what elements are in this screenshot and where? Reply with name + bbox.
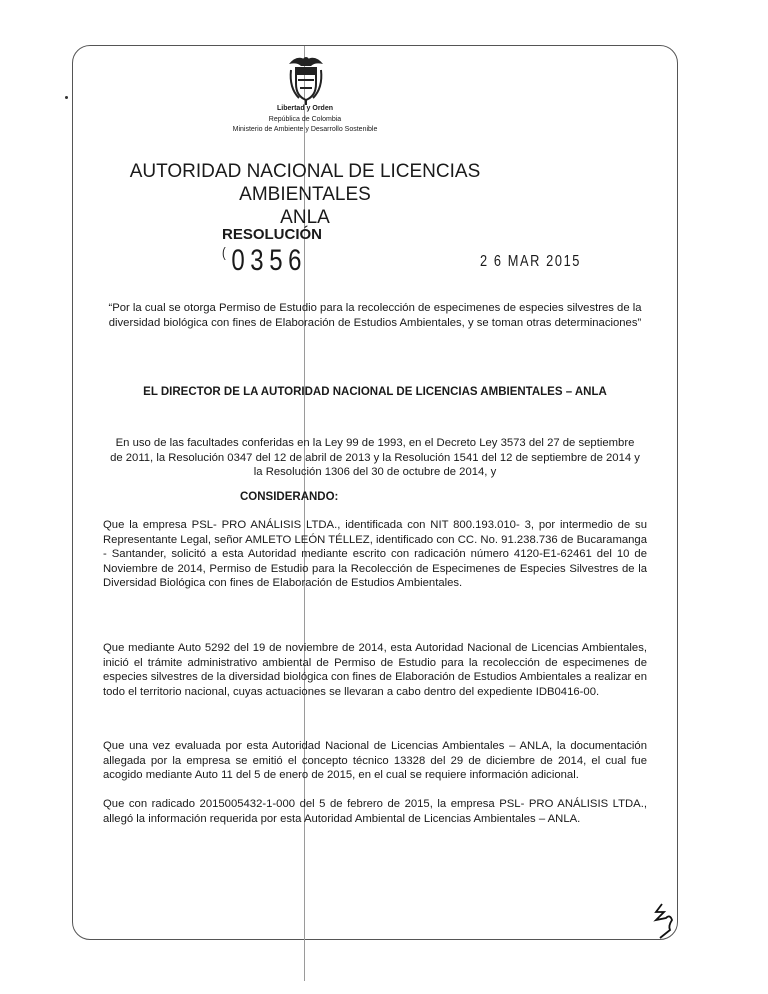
considering-paragraph: Que la empresa PSL- PRO ANÁLISIS LTDA., identificada con NIT 800.193.010- 3, por intermedio de su Representante Legal, señor AMLETO LEÓN TÉLLEZ, identificado con CC. No. 91.238.736 de Bucaramanga - Santander, solicitó a esta Autoridad mediante escrito con radicación número 4120-E1-62461 del 10 de Noviembre de 2014, Permiso de Estudio para la Recolección de Especimenes de Especies Silvestres de la Diversidad Biológica con fines de Elaboración de Estudios Ambientales. <box>103 519 647 589</box>
country-name: República de Colombia <box>268 116 342 123</box>
faculties-text: En uso de las facultades conferidas en la Ley 99 de 1993, en el Decreto Ley 3573 del 27 de septiembre de 2011, la Resolución 0347 del 12 de abril de 2013 y la Resolución 1541 del 12 de septiembre de 2014 y la Resolución 1306 del 30 de octubre de 2014, y <box>110 437 640 478</box>
ministry-name: Ministerio de Ambiente y Desarrollo Sostenible <box>232 126 378 133</box>
director-heading: EL DIRECTOR DE LA AUTORIDAD NACIONAL DE LICENCIAS AMBIENTALES – ANLA <box>143 386 607 398</box>
considering-paragraph: Que una vez evaluada por esta Autoridad Nacional de Licencias Ambientales – ANLA, la documentación allegada por la empresa se emitió el concepto técnico 13328 del 29 de diciembre de 2014, el cual fue acogido mediante Auto 11 del 5 de enero de 2015, en el cual se requiere información adicional. <box>103 740 647 781</box>
motto: Libertad y Orden <box>276 105 333 112</box>
open-paren: ( <box>222 244 232 260</box>
agency-name: AUTORIDAD NACIONAL DE LICENCIAS AMBIENTALES <box>129 161 481 205</box>
colombia-coat-of-arms-icon <box>285 54 327 106</box>
resolution-number <box>222 244 307 278</box>
considering-paragraph: Que con radicado 2015005432-1-000 del 5 de febrero de 2015, la empresa PSL- PRO ANÁLISIS LTDA., allegó la información requerida por esta Autoridad Ambiental de Licencias Ambientales – ANLA. <box>103 798 647 825</box>
agency-title <box>100 160 510 229</box>
agency-acronym: ANLA <box>280 207 330 228</box>
resolution-label: RESOLUCIÓN <box>222 226 323 243</box>
scan-speck <box>65 96 68 99</box>
signature-initials-icon <box>650 900 680 940</box>
considering-heading: CONSIDERANDO: <box>240 491 339 503</box>
resolution-subject: “Por la cual se otorga Permiso de Estudio para la recolección de especimenes de especies silvestres de la diversidad biológica con fines de Elaboración de Estudios Ambientales, y se toman otras determinaciones” <box>108 302 642 329</box>
resolution-number-value: 0356 <box>231 244 308 277</box>
considering-paragraph: Que mediante Auto 5292 del 19 de noviembre de 2014, esta Autoridad Nacional de Licencias Ambientales, inició el trámite administrativo ambiental de Permiso de Estudio para la recolección de especimenes de especies silvestres de la diversidad biológica con fines de Elaboración de Estudios Ambientales a realizar en todo el territorio nacional, cuyas actuaciones se llevaran a cabo dentro del expediente IDB0416-00. <box>103 642 647 698</box>
resolution-date-stamp: 2 6 MAR 2015 <box>480 253 582 270</box>
